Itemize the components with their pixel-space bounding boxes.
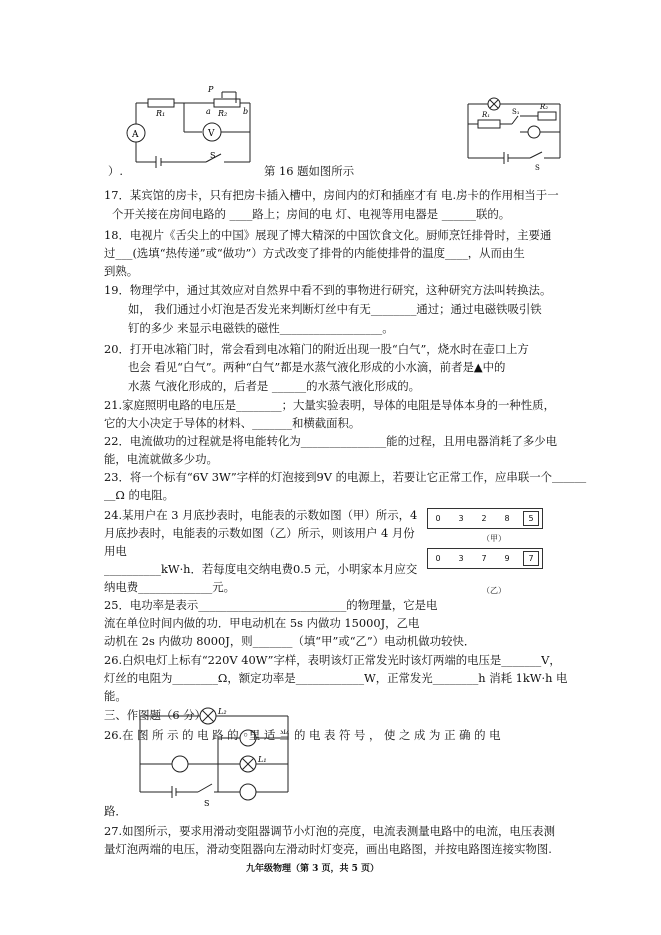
q24-line2: 月底抄表时，电能表的示数如图（乙）所示，则该用户 4 月份 xyxy=(104,526,415,540)
q18-line2: 过___(选填“热传递”或“做功”）方式改变了排骨的内能使排骨的温度____，从而由生 xyxy=(104,246,525,260)
q24-line4: __________kW·h．若每度电交纳电费0.5 元，小明家本月应交 xyxy=(104,562,418,576)
label-r1: R₁ xyxy=(156,109,166,118)
label-s1: S₁ xyxy=(512,108,520,116)
circuit-diagram-26 xyxy=(138,708,298,808)
q26-line1: 26.白炽电灯上标有“220V 40W”字样，表明该灯正常发光时该灯两端的电压是_______V， xyxy=(104,653,561,667)
ammeter-letter: A xyxy=(132,130,139,140)
label-r2: R₂ xyxy=(218,109,228,118)
meter-digit: 3 xyxy=(458,554,464,563)
circuit-diagram-left xyxy=(118,80,268,172)
q17-line1: 17．某宾馆的房卡，只有把房卡插入槽中，房间内的灯和插座才有 电.房卡的作用相当于一 xyxy=(104,188,559,202)
fig16-prefix: ）. xyxy=(108,164,124,178)
q20-line2: 也会 看见“白气”。两种“白气”都是水蒸气液化形成的小水滴，前者是▲中的 xyxy=(128,360,506,374)
section-heading: 三、作图题（6 分） xyxy=(104,708,206,722)
meter-digit: 0 xyxy=(435,514,441,523)
q18-line3: 到熟。 xyxy=(104,264,139,278)
meter-yi-label: （乙） xyxy=(482,586,506,595)
q26-line3: 能。 xyxy=(104,689,127,703)
q24-line5: 纳电费_____________元。 xyxy=(104,580,235,594)
label-p: P xyxy=(208,85,214,94)
label-r2: R₂ xyxy=(540,103,549,111)
electric-meter-jia xyxy=(427,508,543,529)
q18-line1: 18．电视片《舌尖上的中国》展现了博大精深的中国饮食文化。厨师烹饪排骨时，主要通 xyxy=(104,228,552,242)
q19-line2: 如， 我们通过小灯泡是否发光来判断灯丝中有无________通过；通过电磁铁吸引铁 xyxy=(128,302,542,316)
fig16-caption: 第 16 题如图所示 xyxy=(264,164,355,178)
label-r1: R₁ xyxy=(482,111,491,119)
q22-line1: 22．电流做功的过程就是将电能转化为_______________能的过程，且用电器消耗了多少电 xyxy=(104,434,558,448)
meter-digit: 7 xyxy=(523,551,539,566)
q27-line2: 量灯泡两端的电压，滑动变阻器向左滑动时灯变亮，画出电路图，并按电路图连接实物图. xyxy=(104,842,552,856)
label-s: S xyxy=(210,151,216,160)
label-s: S xyxy=(204,799,210,808)
q25-line2: 流在单位时间内做的功．甲电动机在 5s 内做功 15000J，乙电 xyxy=(104,616,420,630)
q24-line3: 用电 xyxy=(104,544,127,558)
label-a: a xyxy=(206,107,211,116)
q20-line1: 20．打开电冰箱门时，常会看到电冰箱门的附近出现一股“白气”，烧水时在壶口上方 xyxy=(104,342,529,356)
q25-line3: 动机在 2s 内做功 8000J，则_______（填“甲”或“乙”）电动机做功较快． xyxy=(104,634,476,648)
q20-line3: 水蒸 气液化形成的，后者是 ______的水蒸气液化形成的。 xyxy=(128,379,421,393)
page-footer: 九年级物理（第 3 页，共 5 页） xyxy=(246,864,380,874)
meter-digit: 7 xyxy=(481,554,487,563)
label-b: b xyxy=(243,107,249,116)
meter-digit: 9 xyxy=(504,554,510,563)
meter-jia-label: （甲） xyxy=(482,534,506,543)
q23-line1: 23．将一个标有“6V 3W”字样的灯泡接到9V 的电源上，若要让它正常工作，应串联一个＿＿＿ xyxy=(104,470,587,484)
electric-meter-yi xyxy=(427,548,543,569)
meter-digit: 5 xyxy=(523,511,539,526)
label-l1: L₁ xyxy=(258,755,267,764)
meter-digit: 2 xyxy=(481,514,487,523)
label-s: S xyxy=(535,164,540,172)
q21-line1: 21.家庭照明电路的电压是________；大量实验表明，导体的电阻是导体本身的一种性质， xyxy=(104,398,555,412)
q26-line2: 灯丝的电阻为________Ω，额定功率是____________W，正常发光________h 消耗 1kW·h 电 xyxy=(104,671,568,685)
meter-digit: 0 xyxy=(435,554,441,563)
q19-line1: 19．物理学中，通过其效应对自然界中看不到的事物进行研究，这种研究方法叫转换法。 xyxy=(104,283,552,297)
q24-line1: 24.某用户在 3 月底抄表时，电能表的示数如图（甲）所示，4 xyxy=(104,508,418,522)
q26b-line1: 26.在 图 所 示 的 电 路 的 ◦里 适 当 的 电 表 符 号 ， 使 之 成 为 正 确 的 电 xyxy=(104,728,501,742)
circuit-diagram-right xyxy=(460,96,570,172)
q21-line2: 它的大小决定于导体的材料、_______和横截面积。 xyxy=(104,416,361,430)
q27-line1: 27.如图所示，要求用滑动变阻器调节小灯泡的亮度，电流表测量电路中的电流，电压表测 xyxy=(104,824,555,838)
q17-line2: 个开关接在房间电路的 ____路上；房间的电 灯、电视等用电器是 ______联的。 xyxy=(112,207,511,221)
label-l2: L₂ xyxy=(218,707,227,716)
q26b-line2: 路． xyxy=(104,804,127,818)
voltmeter-letter: V xyxy=(208,129,215,139)
q23-line2: ＿Ω 的电阻。 xyxy=(104,488,175,502)
q19-line3: 钉的多少 来显示电磁铁的磁性__________________。 xyxy=(128,321,394,335)
q25-line1: 25．电功率是表示__________________________的物理量，它是电 xyxy=(104,598,438,612)
meter-digit: 3 xyxy=(458,514,464,523)
meter-digit: 8 xyxy=(504,514,510,523)
q22-line2: 能，电流就做多少功。 xyxy=(104,452,218,466)
